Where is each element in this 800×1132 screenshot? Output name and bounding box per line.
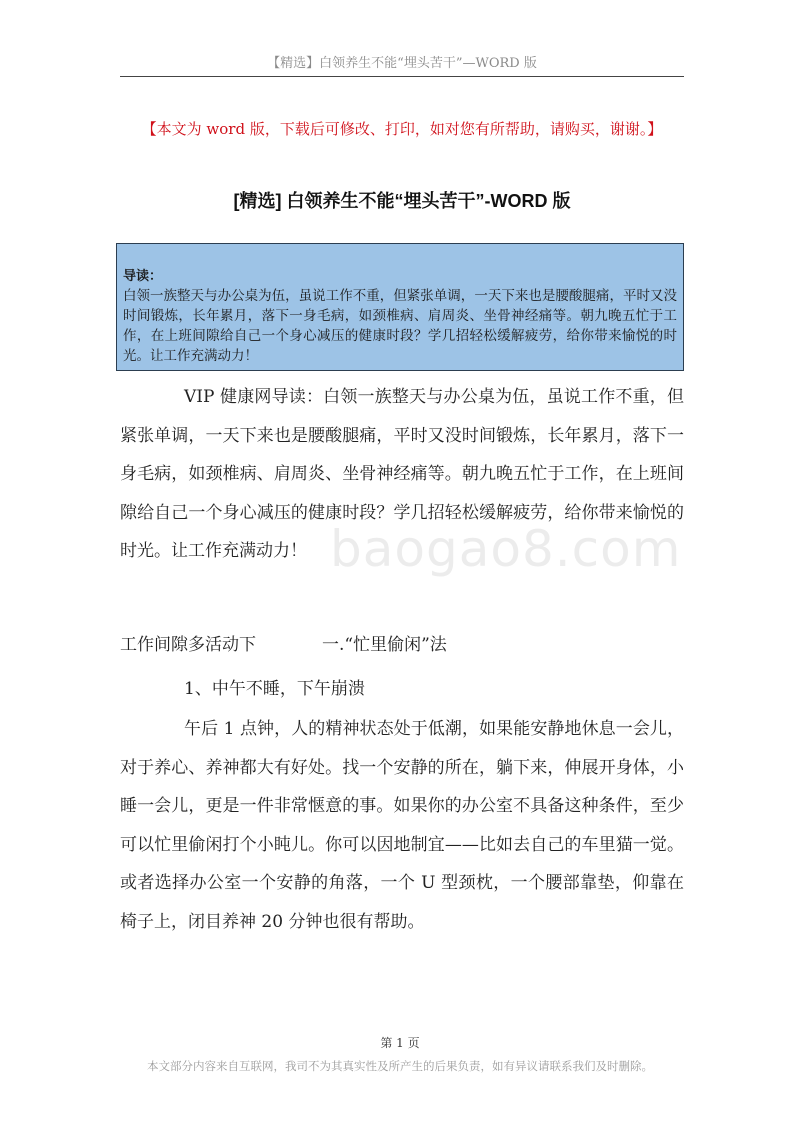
section-heading bbox=[120, 628, 684, 662]
watermark: baogao8.com bbox=[330, 520, 682, 578]
intro-box bbox=[116, 243, 684, 371]
body-paragraph-1: VIP 健康网导读：白领一族整天与办公桌为伍，虽说工作不重，但紧张单调，一天下来也是腰酸腿痛，平时又没时间锻炼，长年累月，落下一身毛病，如颈椎病、肩周炎、坐骨神经痛等。朝九晚五忙于工作，在上班间隙给自己一个身心减压的健康时段？学几招轻松缓解疲劳，给你带来愉悦的时光。让工作充满动力！ bbox=[120, 387, 684, 561]
body-paragraph-2: 午后 1 点钟，人的精神状态处于低潮，如果能安静地休息一会儿，对于养心、养神都大有好处。找一个安静的所在，躺下来，伸展开身体，小睡一会儿，更是一件非常惬意的事。如果你的办公室不具备这种条件，至少可以忙里偷闲打个小盹儿。你可以因地制宜——比如去自己的车里猫一觉。或者选择办公室一个安静的角落，一个 U 型颈枕，一个腰部靠垫，仰靠在椅子上，闭目养神 20 分钟也很有帮助。 bbox=[120, 719, 684, 932]
section-heading-right: 一.“忙里偷闲”法 bbox=[322, 635, 447, 655]
page-number: 第 1 页 bbox=[380, 1036, 420, 1050]
document-title: [精选] 白领养生不能“埋头苦干”-WORD 版 bbox=[233, 191, 571, 211]
intro-text: 白领一族整天与办公桌为伍，虽说工作不重，但紧张单调，一天下来也是腰酸腿痛，平时又没时间锻炼，长年累月，落下一身毛病，如颈椎病、肩周炎、坐骨神经痛等。朝九晚五忙于工作，在上班间隙给自己一个身心减压的健康时段？学几招轻松缓解疲劳，给你带来愉悦的时光。让工作充满动力！ bbox=[123, 288, 677, 364]
header-text: 【精选】白领养生不能“埋头苦干”—WORD 版 bbox=[267, 56, 537, 71]
page-header bbox=[120, 52, 684, 77]
page-footer: 本文部分内容来自互联网，我司不为其真实性及所产生的后果负责，如有异议请联系我们及时删除。 bbox=[147, 1059, 653, 1073]
sub-heading: 1、中午不睡，下午崩溃 bbox=[184, 679, 365, 699]
section-heading-left: 工作间隙多活动下 bbox=[120, 635, 256, 655]
purchase-notice: 【本文为 word 版，下载后可修改、打印，如对您有所帮助，请购买，谢谢。】 bbox=[141, 120, 663, 138]
intro-label: 导读： bbox=[123, 268, 163, 283]
